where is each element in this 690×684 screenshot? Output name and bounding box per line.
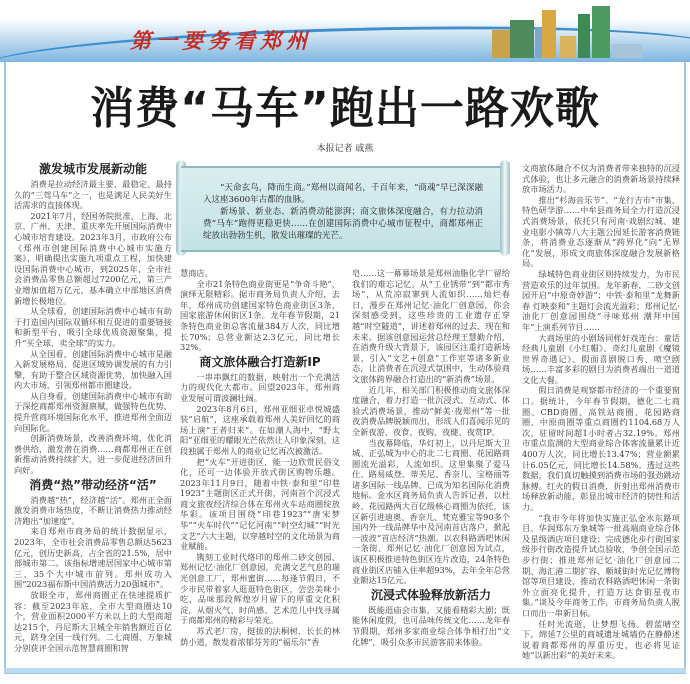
section-banner <box>0 0 690 62</box>
column-1 <box>14 160 172 654</box>
paragraph: 镌刻工业时代烙印的郑州二砂文创园、郑州记忆·油化厂创意园，充满文艺气息的瑞光创意工厂，郑州蜜街……每逢节假日，不少市民带着家人逛逛特色街区，尝尝美味小吃，品味那段辉煌岁月留下的厚重文化积淀，从烟火气、时尚感、艺术范儿中找寻属于商都郑州的精彩与荣光。 <box>180 551 340 626</box>
paragraph: “我市今年将加快实施正弘金水东路项目、华润郑东万象城等一批高端商业综合体及星级酒店项目建设；完成德化步行街国家级步行街改造提升试点验收，争创全国示范步行街；推进郑州记忆·油化厂创意园二期、海汇港二期扩容、顺城街时光记忆博物馆等项目建设，推动农科路酒吧休闲一条街外立面亮化提升，打造万达食街星夜市集。”谈及今年商务工作，市商务局负责人脱口而出一串新目标。 <box>522 512 680 618</box>
headline: 消费“马车”跑出一路欢歌 <box>90 83 600 134</box>
paragraph: 假日消费是观察都市经济的一个重要窗口。据统计，今年春节假期，德化二七商圈、CBD商圈、高铁站商圈、花园路商圈、中原商圈等重点商圈约1104.68万人次，驻留时间超1小时者占32.19%。郑州市重点监测的大型商业综合体客流量累计近400万人次，同比增长13.47%；营业额累计6.05亿元，同比增长14.58%。透过这些数据，我们真切触摸到消费市场的强劲跳动脉搏。红火的假日消费，折射出郑州消费市场释放新动能，彰显出城市经济的韧性和活力。 <box>522 385 680 512</box>
paragraph: 从全球看，创建国际消费中心城市有助于打造国内国际双循环相互促进的重要链接和新型平台，吸引全球优质资源聚集，提升“买全球、卖全球”的实力。 <box>14 306 172 348</box>
section-title: 第一要务看郑州 <box>130 28 312 53</box>
paragraph: 2023年8月6日，郑州亚细亚卓悦城盛装“启航”，这座承载着郑州人美好回忆的商场上演“王者归来”。在如潮人海中，“野太阳”亚细亚的耀眼光芒依然让人印象深刻，这段独属于郑州人的商业记忆再次被激活。 <box>180 403 340 456</box>
subheading: 沉浸式体验释放新活力 <box>370 587 491 602</box>
paragraph: 消费越“热”，经济越“活”。郑州正全面激发消费市场热度，不断让消费热力推动经济跑出“加速度”。 <box>14 494 172 526</box>
paragraph: 从全国看，创建国际消费中心城市是融入新发展格局、促进区域协调发展的有力引擎，有助于整合区域资源优势，加快融入国内大市场，引领郑州都市圈建设。 <box>14 348 172 391</box>
paragraph: 放眼全市，郑州商圈正在快速提质扩容：截至2023年底，全市大型商圈达10个，营业面积2000平方米以上的大型商超达215个，丹尼斯大卫城全年销售额近百亿元，跻身全国一线行列。二七商圈、万象城分别获评全国示范智慧商圈和智 <box>14 589 172 653</box>
subheading: 商文旅体融合打造新IP <box>199 354 321 369</box>
paragraph: 把“火车”开进街区，能一边欣赏民俗文化，还可一边体验开放式街区购物乐趣。2023年11月9日，随着中铁·泰和里“印巷1923”主题街区正式开街，河南首个沉浸式商文旅夜经济综合体在郑州火车站商圈绽放华彩。该项目围绕“印巷1923”“唐宋梦华”“火车时代”“记忆河南”“时空幻城”“时光文艺”六大主题，以穿越时空的文化场景为商业赋能。 <box>180 456 340 552</box>
paragraph: 文商旅体融合不仅为消费者带来独特的沉浸式体验，也让多元融合的消费新场景持续释放市场活力。 <box>522 163 680 195</box>
lead-paragraph: “天命玄鸟，降而生商。”郑州以商闻名，千百年来，“商魂”早已深深融入这座3600年古都的血脉。 <box>203 183 483 205</box>
byline: 本报记者 戚燕 <box>316 144 374 154</box>
paragraph: 当夜幕降临，华灯初上，以丹尼斯大卫城、正弘城为中心的北二七商圈、花园路商圈流光溢彩，人流如织。这里集聚了爱马仕、路易威登、蒂芙尼、香奈儿、宝格丽等诸多国际一线品牌，已成为知名国际化消费地标。金水区商务局负责人告诉记者，以杜岭、花园路两大百亿级核心商圈为依托，该区新引进迪奥、香奈儿、梵克雅宝等90多个国内外一线品牌华中及河南首店落户，掀起一波波“首店经济”热潮。以农科路酒吧休闲一条街、郑州记忆·油化厂创意园为试点，该区积极推进特色街区连片改造，24条特色商业街区店铺入住率超93%，去年全年总营业额达15亿元。 <box>352 437 510 586</box>
subheading: 激发城市发展新动能 <box>38 162 147 176</box>
lead-paragraph: 新场景、新业态、新消费动能澎湃；商文旅体深度融合，有力拉动消费“马车”跑得更稳更快……在创建国际消费中心城市征程中，商都郑州正绽放出勃勃生机，散发出璀璨的光芒。 <box>203 207 483 241</box>
paragraph: 创新消费场景，改善消费环境，优化消费供给，激发潜在消费……商都郑州正在创新推动消费持续扩大，进一步促进经济回升向好。 <box>14 433 172 476</box>
paragraph: 推出“杉海音乐节”、“龙行吉市”市集、特色研学游……中牟县商务局全力打造沉浸式消费场景，依托只有河南·戏剧幻城、建业电影小镇等八大主题公园延长游客消费链条，将消费业态逐渐从“跨界化”向“无界化”发展，形成文商旅体深度融合发展新格局。 <box>522 194 680 269</box>
paragraph: 全市21条特色商业街更是“争奇斗艳”，演绎无限精彩。据市商务局负责人介绍，去年，郑州成功创建国家特色商业街区3条、国家旅游休闲街区1条。龙年春节假期，21条特色商业街总客流量384万人次，同比增长70%；总营业额达2.3亿元，同比增长32%。 <box>180 278 340 353</box>
column-3 <box>352 268 510 647</box>
lead-scroll-box <box>181 166 505 252</box>
paragraph: 消费是拉动经济最主要、最稳定、最持久的“三驾马车”之一，也是满足人民美好生活需求的直接体现。 <box>14 179 172 211</box>
bottom-rule <box>4 668 686 673</box>
subheading: 消费“热”带动经济“活” <box>29 477 157 492</box>
paragraph: 既能逛庙会市集，又能看精彩大剧；既能休闲度假，也可品味传统文化……龙年春节假期，郑州多家商业综合体争相打出“文化牌”，吸引众多市民游客前来体验。 <box>352 604 510 647</box>
column-4 <box>522 163 680 661</box>
paragraph: 大商场里的小剧场同样好戏连台：童话经典儿童剧《小红帽》、奇幻儿童剧《魔镜世界奇遇记》、假面喜剧脱口秀、喷空剧场……丰富多彩的剧目为消费者端出一道道文化大餐。 <box>522 332 680 385</box>
paragraph: 来自郑州市商务局的统计数据显示，2023年，全市社会消费品零售总额达5623亿元，创历史新高，占全省的21.5%，居中部城市第二。该指标增速居国家中心城市第三、35个大中城市前列。郑州成功入围“2023福布斯中国消费活力20强城市”。 <box>14 526 172 590</box>
paragraph: 任时光流逝，让梦想飞扬。碧蓝晴空下，绵延7公里的商城遗址城墙仍在静静述说着商都郑州的厚重历史，也必将见证她“以新出彩”的美好未来。 <box>522 618 680 661</box>
paragraph: 慧商店。 <box>180 268 213 278</box>
paragraph: 苏式老厂房，挺拔的法桐树，长长的林荫小道，散发着浓郁芬芳的“福乐尔”香 <box>180 626 340 647</box>
paragraph: 一串串飘红的数据，映射出一个充满活力的现代化大都市。回望2023年，郑州商业发展可谓波澜壮阔。 <box>180 371 340 403</box>
paragraph: 绿城特色商业街区则持续发力，为市民营造欢乐的过年氛围。龙年新春，二砂文创园开启“中原奇妙游”；中铁·泰和里“龙舞新春 灯映泰和”主题灯会流光溢彩；郑州记忆·油化厂创意园围绕“寻味郑州 潮拜中国年”上演系列节目…… <box>522 268 680 332</box>
scroll-roll-right <box>500 160 510 256</box>
paragraph: 从自身看，创建国际消费中心城市有助于深挖商都郑州资源禀赋，做强特色优势，提升营商环境国际化水平，推进郑州全面迈向国际化。 <box>14 390 172 433</box>
paragraph: 近几年，相关部门积极推动商文旅体深度融合，着力打造一批沉浸式、互动式、体验式消费场景，推动“鲜美·夜郑州”等一批夜消费品牌脱颖而出，形成人们喜闻乐见的全新夜游、夜食、夜购、夜健、夜赏IP。 <box>352 384 510 437</box>
paragraph: 2021年7月，经国务院批准，上海、北京、广州、天津、重庆率先开展国际消费中心城市培育建设。2023年3月，市政府公布《郑州市创建国际消费中心城市实施方案》，明确提出实施九项重点工程，加快建设国际消费中心城市，到2025年，全市社会消费品零售总额超过7200亿元，第三产业增加值超万亿元，基本确立中部地区消费新增长极地位。 <box>14 210 172 306</box>
column-2 <box>180 268 340 647</box>
paragraph: 皂……这一幕幕场景是郑州油脂化学厂留给我们的难忘记忆。从“工业锈带”到“都市秀场”，从荒凉寂寥到人流如织……灿烂春日，漫步在郑州记忆·油化厂创意园，你会深刻感受到，这些珍贵的工业遗存正穿越“时空隧道”，讲述着郑州的过去、现在和未来。据该创意园运营总经理王慧勤介绍，在消费升级大背景下，该园区注重打造新场景，引入“文艺+创意”工作室等诸多新业态，让消费者在沉浸式氛围中，生动体验商文旅体跨界融合打造出的“新消费”场景。 <box>352 268 510 384</box>
